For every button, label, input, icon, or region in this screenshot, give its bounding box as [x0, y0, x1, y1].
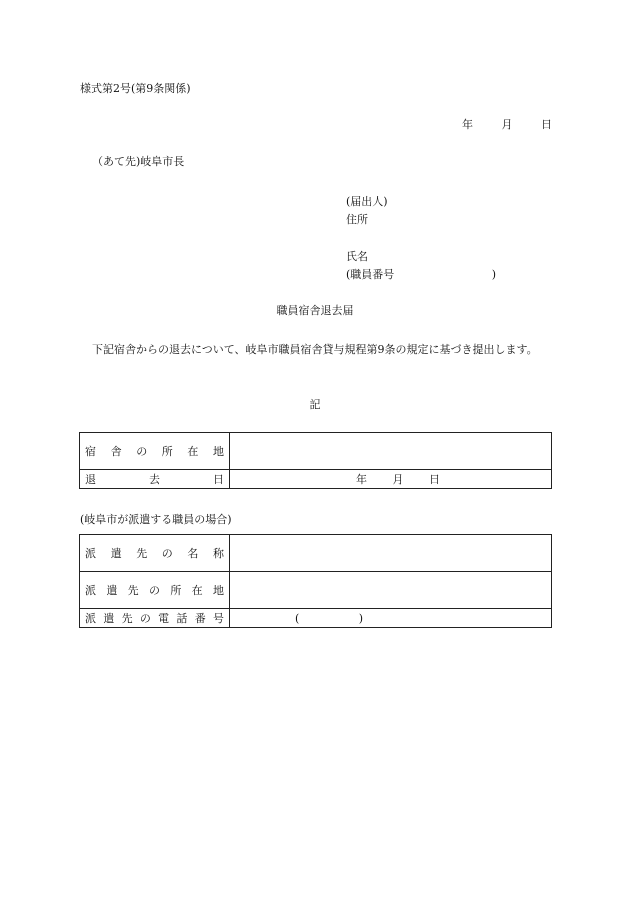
label-char: の	[148, 584, 160, 597]
label-char: の	[139, 612, 151, 625]
staff-number-label: (職員番号	[346, 268, 395, 281]
leave-date-row	[80, 470, 552, 489]
submission-date	[462, 118, 552, 132]
label-char: 話	[176, 612, 188, 625]
label-char: 遣	[106, 584, 118, 597]
applicant-heading: (届出人)	[346, 195, 388, 208]
dormitory-location-row	[80, 433, 552, 470]
dispatch-phone-value[interactable]	[230, 609, 552, 628]
leave-date-label	[80, 470, 230, 489]
document-title: 職員宿舎退去届	[276, 304, 354, 317]
form-number: 様式第2号(第9条関係)	[80, 82, 191, 95]
label-char: 所	[170, 584, 182, 597]
label-char: 称	[212, 547, 224, 560]
label-char: 所	[161, 445, 173, 458]
month-label: 月	[501, 118, 513, 131]
label-char: 地	[212, 445, 224, 458]
label-char: 派	[85, 584, 96, 597]
label-char: 電	[158, 612, 170, 625]
dispatch-note: (岐阜市が派遣する職員の場合)	[80, 513, 232, 526]
label-char: 地	[212, 584, 224, 597]
phone-close-paren: )	[358, 611, 363, 625]
dispatch-name-value[interactable]	[230, 535, 552, 572]
label-char: 派	[85, 547, 96, 560]
label-char: 在	[187, 445, 199, 458]
dormitory-location-value[interactable]	[230, 433, 552, 470]
dispatch-name-row	[80, 535, 552, 572]
year-label: 年	[462, 118, 473, 131]
dispatch-location-value[interactable]	[230, 572, 552, 609]
label-char: 番	[194, 612, 206, 625]
dispatch-name-label	[80, 535, 230, 572]
label-char: 号	[212, 612, 224, 625]
name-label: 氏名	[346, 250, 368, 263]
dispatch-location-row	[80, 572, 552, 609]
leave-month-label: 月	[392, 473, 404, 486]
dispatch-phone-row	[80, 609, 552, 628]
label-char: 先	[121, 612, 133, 625]
ki-heading: 記	[309, 398, 321, 411]
dispatch-table	[79, 534, 552, 628]
staff-number-field	[346, 266, 496, 284]
staff-number-close: )	[491, 268, 496, 281]
label-char: の	[136, 445, 148, 458]
leave-date-value[interactable]	[230, 470, 552, 489]
leave-day-label: 日	[429, 473, 440, 486]
label-char: 派	[85, 612, 96, 625]
label-char: 名	[187, 547, 199, 560]
applicant-block	[346, 193, 496, 284]
day-label: 日	[541, 118, 552, 131]
phone-open-paren: (	[295, 611, 300, 625]
body-text: 下記宿舎からの退去について、岐阜市職員宿舎貸与規程第9条の規定に基づき提出します。	[92, 343, 538, 356]
label-char: 舎	[110, 445, 122, 458]
label-char: 先	[127, 584, 139, 597]
label-char: 去	[149, 473, 160, 486]
leave-year-label: 年	[356, 473, 367, 486]
label-char: 退	[85, 473, 96, 486]
label-char: 先	[136, 547, 148, 560]
label-char: の	[161, 547, 173, 560]
dispatch-location-label	[80, 572, 230, 609]
label-char: 遣	[103, 612, 115, 625]
address-label: 住所	[346, 213, 368, 226]
dormitory-table	[79, 432, 552, 489]
label-char: 日	[213, 473, 224, 486]
dispatch-phone-label	[80, 609, 230, 628]
label-char: 宿	[85, 445, 96, 458]
label-char: 遣	[110, 547, 122, 560]
label-char: 在	[191, 584, 203, 597]
addressee: （あて先)岐阜市長	[92, 155, 185, 168]
dormitory-location-label	[80, 433, 230, 470]
